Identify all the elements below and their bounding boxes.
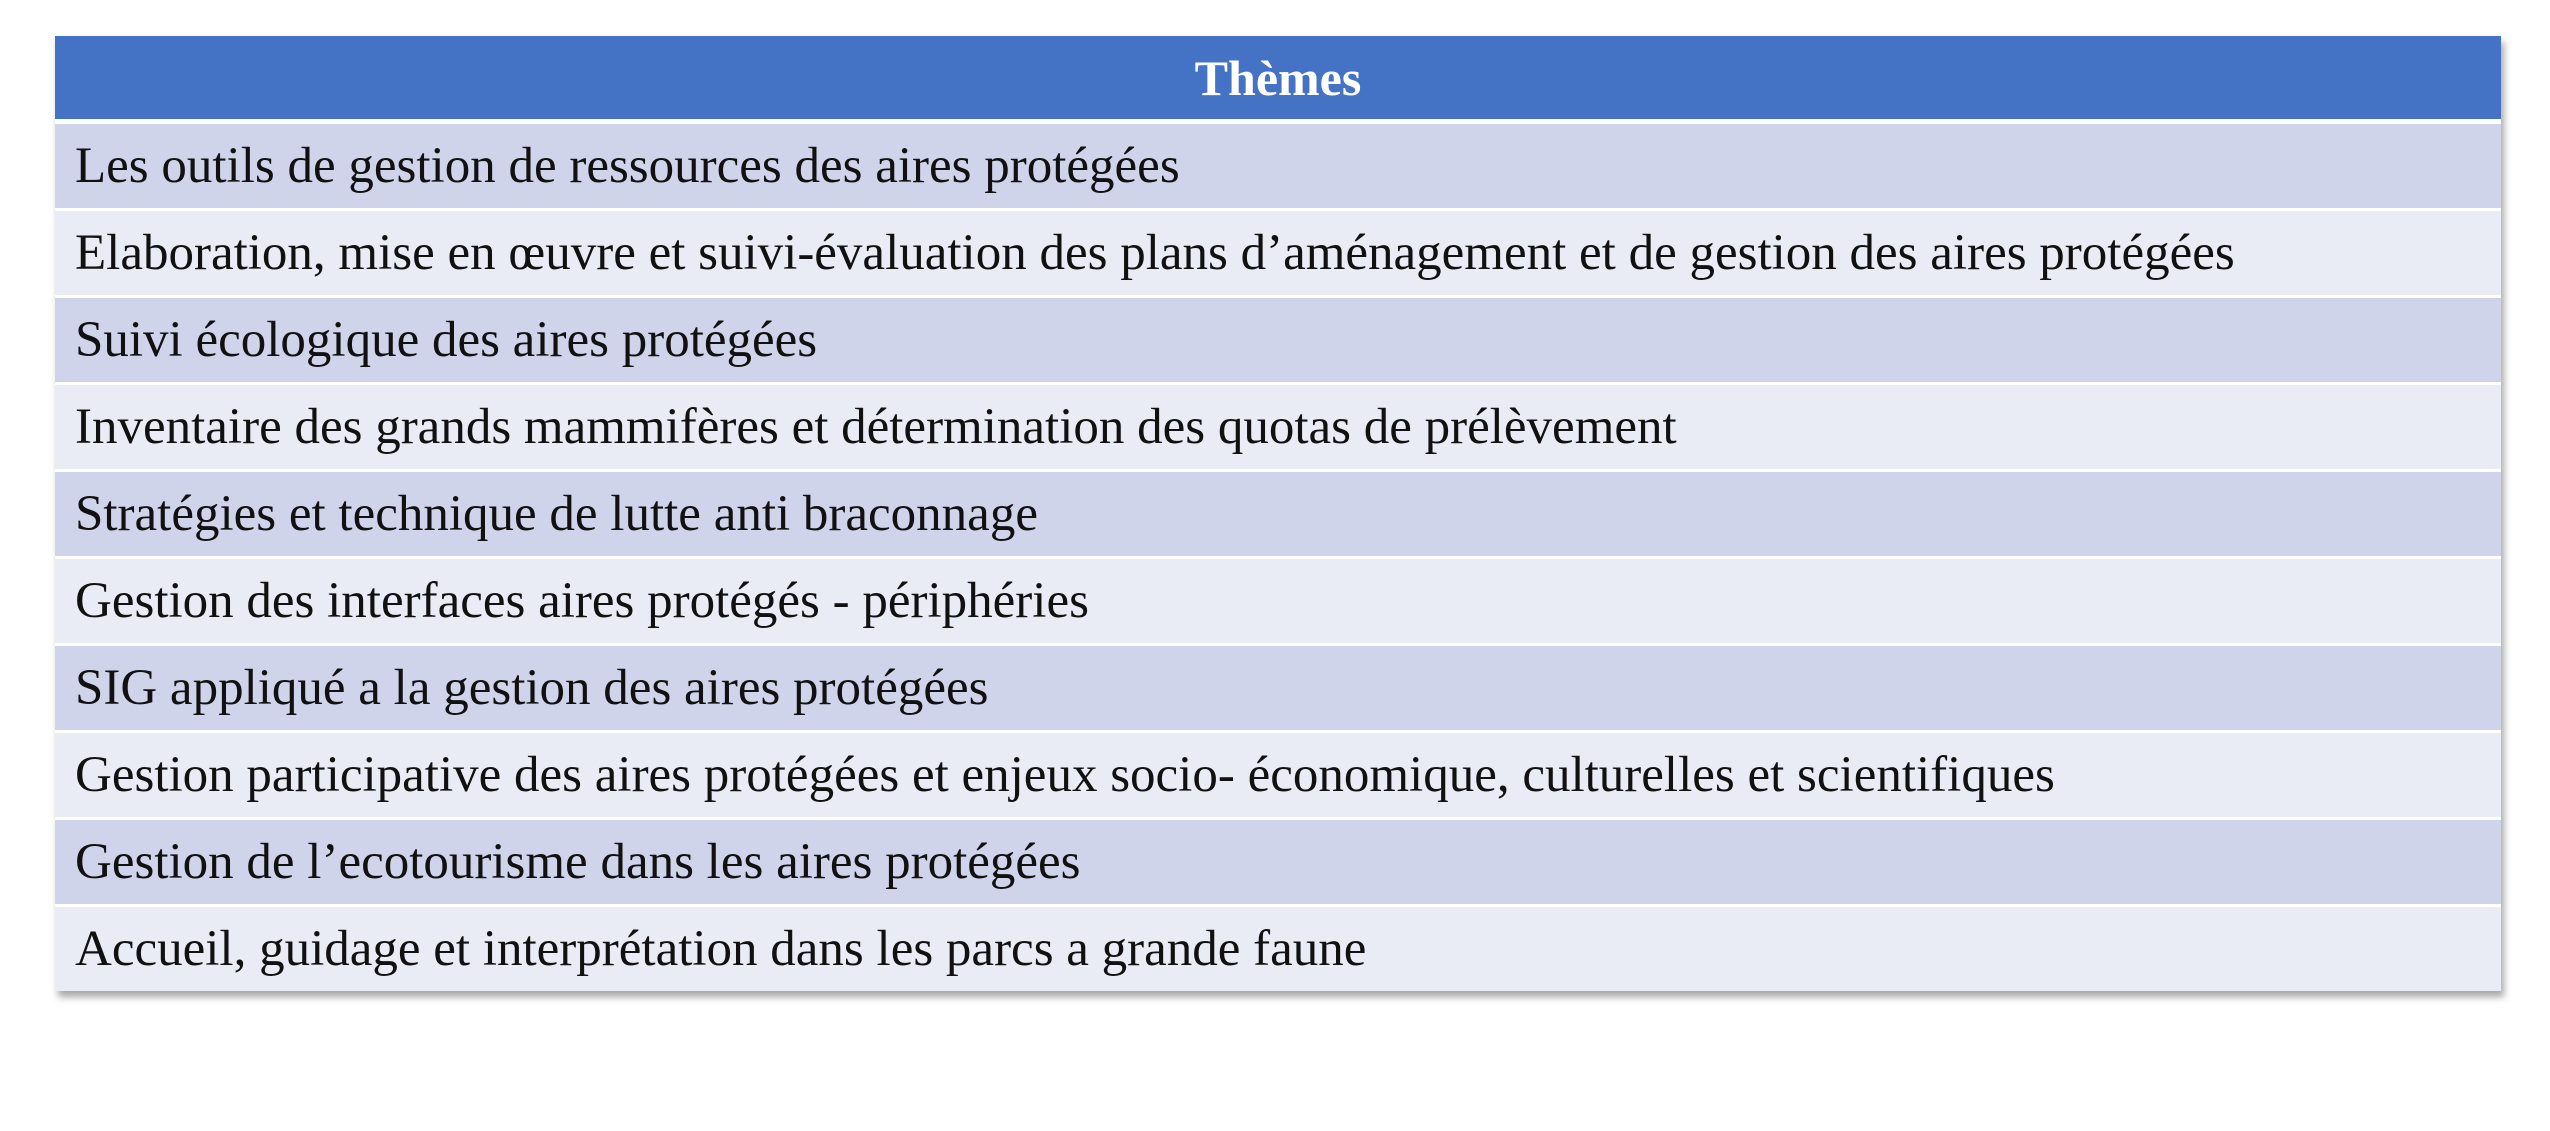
column-header-themes: Thèmes xyxy=(55,36,2501,122)
table-cell: Gestion de l’ecotourisme dans les aires protégées xyxy=(55,819,2501,906)
table-cell: Les outils de gestion de ressources des aires protégées xyxy=(55,122,2501,210)
table-cell: Gestion des interfaces aires protégés - périphéries xyxy=(55,558,2501,645)
table-cell: Gestion participative des aires protégées et enjeux socio- économique, culturelles et scientifiques xyxy=(55,732,2501,819)
table-cell: Accueil, guidage et interprétation dans les parcs a grande faune xyxy=(55,906,2501,992)
table-row xyxy=(55,210,2501,297)
table-row xyxy=(55,122,2501,210)
table-cell: Stratégies et technique de lutte anti braconnage xyxy=(55,471,2501,558)
table-cell: SIG appliqué a la gestion des aires protégées xyxy=(55,645,2501,732)
table-row xyxy=(55,558,2501,645)
table-row xyxy=(55,732,2501,819)
table-header-row xyxy=(55,36,2501,122)
table-cell: Suivi écologique des aires protégées xyxy=(55,297,2501,384)
table-row xyxy=(55,471,2501,558)
table-row xyxy=(55,384,2501,471)
table-cell: Elaboration, mise en œuvre et suivi-évaluation des plans d’aménagement et de gestion des aires protégées xyxy=(55,210,2501,297)
table-row xyxy=(55,297,2501,384)
table-row xyxy=(55,645,2501,732)
themes-table xyxy=(55,36,2501,991)
table-cell: Inventaire des grands mammifères et détermination des quotas de prélèvement xyxy=(55,384,2501,471)
themes-table-container xyxy=(55,36,2501,991)
table-row xyxy=(55,819,2501,906)
table-row xyxy=(55,906,2501,992)
